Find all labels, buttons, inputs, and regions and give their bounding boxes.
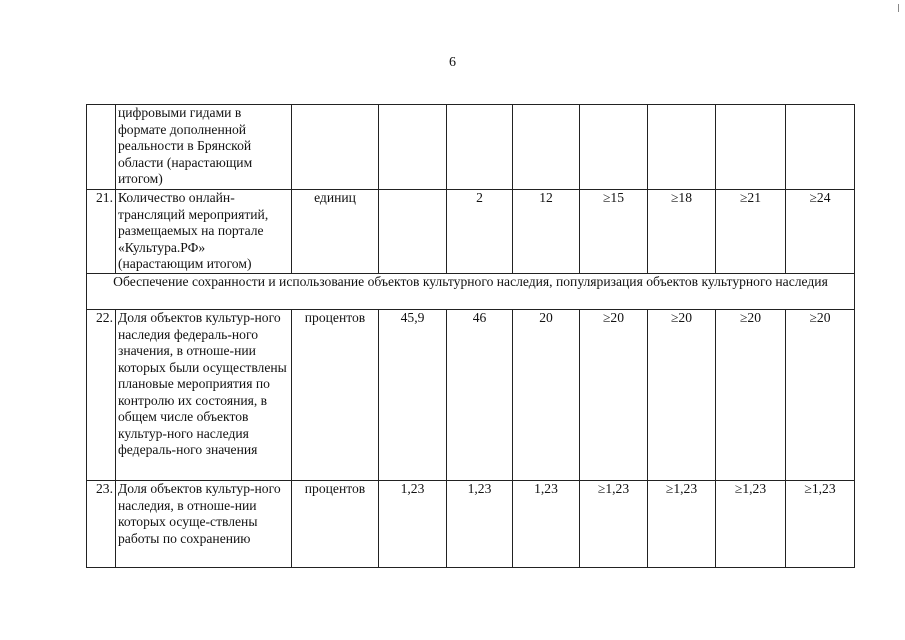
value-cell: ≥1,23	[648, 481, 716, 568]
table-row	[87, 105, 855, 190]
value-cell: ≥20	[786, 310, 855, 481]
value-cell	[580, 105, 648, 190]
value-cell: ≥18	[648, 190, 716, 274]
value-cell: 45,9	[379, 310, 447, 481]
section-row	[87, 274, 855, 310]
value-cell: 20	[513, 310, 580, 481]
indicator-name: Количество онлайн-трансляций мероприятий, размещаемых на портале «Культура.РФ» (нарастающим итогом)	[116, 190, 292, 274]
page-number: 6	[449, 55, 456, 70]
indicator-name: цифровыми гидами в формате дополненной реальности в Брянской области (нарастающим итогом)	[116, 105, 292, 190]
value-cell	[447, 105, 513, 190]
value-cell: 1,23	[513, 481, 580, 568]
table-row	[87, 310, 855, 481]
section-title: Обеспечение сохранности и использование объектов культурного наследия, популяризация объектов культурного наследия	[87, 274, 855, 310]
value-cell: 12	[513, 190, 580, 274]
value-cell: 2	[447, 190, 513, 274]
scan-mark	[898, 4, 899, 12]
value-cell: ≥1,23	[786, 481, 855, 568]
value-cell: ≥21	[716, 190, 786, 274]
indicator-table	[86, 104, 855, 568]
table-row	[87, 190, 855, 274]
value-cell: ≥20	[648, 310, 716, 481]
value-cell: 1,23	[447, 481, 513, 568]
table-row	[87, 481, 855, 568]
value-cell	[513, 105, 580, 190]
value-cell: 46	[447, 310, 513, 481]
row-number: 21.	[87, 190, 116, 274]
value-cell	[379, 190, 447, 274]
unit-cell: процентов	[292, 481, 379, 568]
indicator-name: Доля объектов культур-ного наследия, в отноше-нии которых осуще-ствлены работы по сохранению	[116, 481, 292, 568]
value-cell: ≥1,23	[580, 481, 648, 568]
value-cell: ≥20	[580, 310, 648, 481]
indicator-name: Доля объектов культур-ного наследия федераль-ного значения, в отноше-нии которых были осуществлены плановые мероприятия по контролю их состояния, в общем числе объектов культур-ного наследия федераль-ного значения	[116, 310, 292, 481]
value-cell	[786, 105, 855, 190]
row-number	[87, 105, 116, 190]
unit-cell: единиц	[292, 190, 379, 274]
value-cell: ≥1,23	[716, 481, 786, 568]
value-cell	[379, 105, 447, 190]
value-cell	[716, 105, 786, 190]
unit-cell	[292, 105, 379, 190]
value-cell	[648, 105, 716, 190]
row-number: 23.	[87, 481, 116, 568]
row-number: 22.	[87, 310, 116, 481]
unit-cell: процентов	[292, 310, 379, 481]
value-cell: ≥24	[786, 190, 855, 274]
value-cell: 1,23	[379, 481, 447, 568]
value-cell: ≥15	[580, 190, 648, 274]
value-cell: ≥20	[716, 310, 786, 481]
